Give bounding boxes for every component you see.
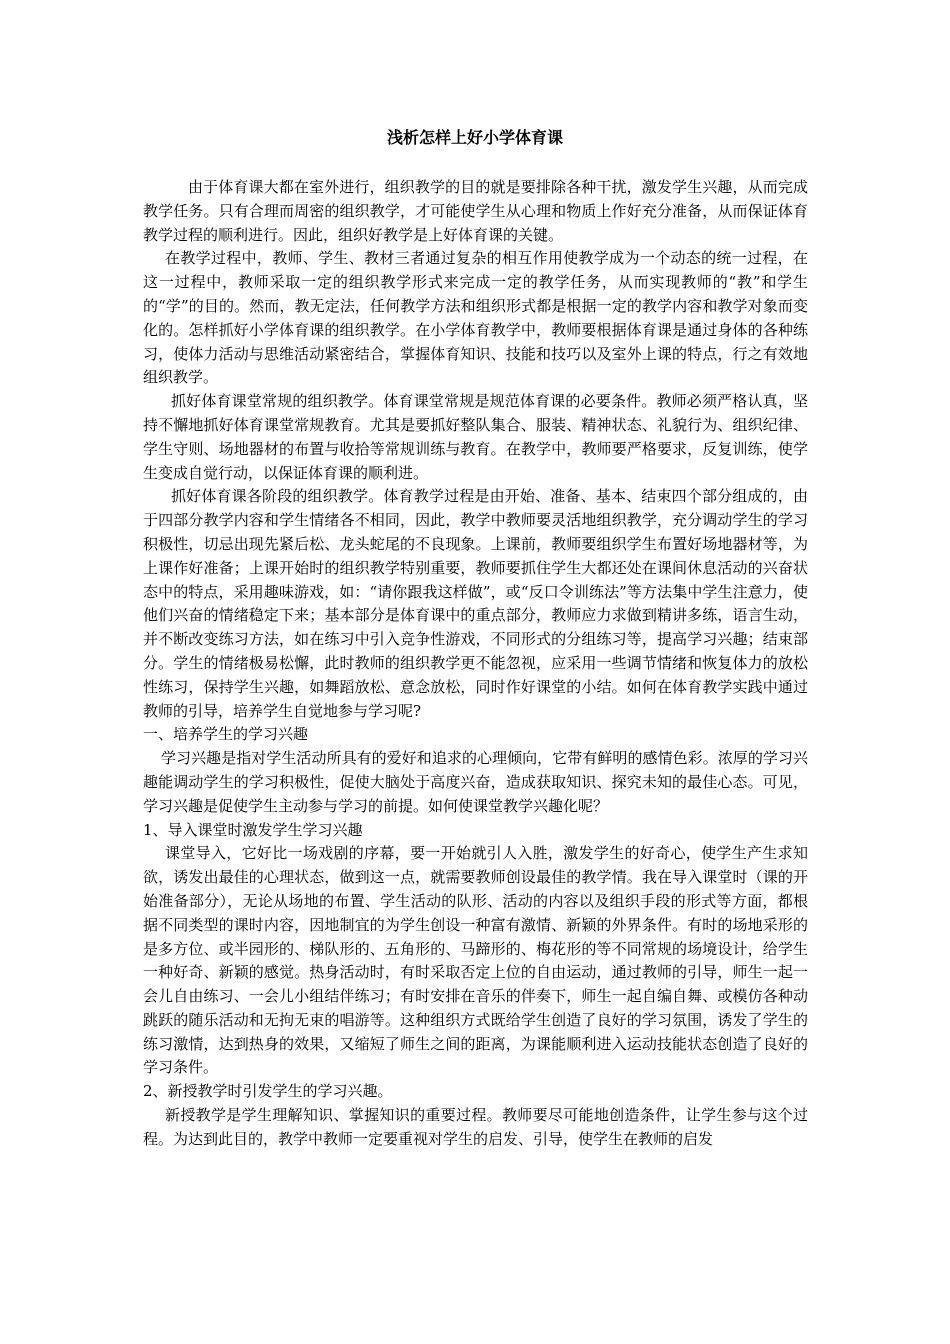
paragraph-classroom-routine: 抓好体育课堂常规的组织教学。体育课堂常规是规范体育课的必要条件。教师必须严格认真，坚持不懈地抓好体育课堂常规教育。尤其是要抓好整队集合、服装、精神状态、礼貌行为、组织纪律、学生守则、场地器材的布置与收拾等常规训练与教育。在教学中，教师要严格要求，反复训练，使学生变成自觉行动，以保证体育课的顺利进。 (143, 392, 808, 482)
paragraph-teaching-process: 在教学过程中，教师、学生、教材三者通过复杂的相互作用使教学成为一个动态的统一过程，在这一过程中，教师采取一定的组织教学形式来完成一定的教学任务，从而实现教师的“教”和学生的“学”的目的。然而，教无定法，任何教学方法和组织形式都是根据一定的教学内容和教学对象而变化的。怎样抓好小学体育课的组织教学。在小学体育教学中，教师要根据体育课是通过身体的各种练习，使体力活动与思维活动紧密结合，掌握体育知识、技能和技巧以及室外上课的特点，行之有效地组织教学。 (143, 249, 808, 387)
subheading-lesson-introduction: 1、导入课堂时激发学生学习兴趣 (143, 820, 363, 839)
paragraph-lesson-stages: 抓好体育课各阶段的组织教学。体育教学过程是由开始、准备、基本、结束四个部分组成的，由于四部分教学内容和学生情绪各不相同，因此，教学中教师要灵活地组织教学，充分调动学生的学习积极性，切忌出现先紧后松、龙头蛇尾的不良现象。上课前，教师要组织学生布置好场地器材等，为上课作好准备；上课开始时的组织教学特别重要，教师要抓住学生大都还处在课间休息活动的兴奋状态中的特点，采用趣味游戏，如：“请你跟我这样做”，或“反口令训练法”等方法集中学生注意力，使他们兴奋的情绪稳定下来；基本部分是体育课中的重点部分，教师应力求做到精讲多练，语言生动，并不断改变练习方法，如在练习中引入竞争性游戏，不同形式的分组练习等，提高学习兴趣；结束部分。学生的情绪极易松懈，此时教师的组织教学更不能忽视，应采用一些调节情绪和恢复体力的放松性练习，保持学生兴趣，如舞蹈放松、意念放松，同时作好课堂的小结。如何在体育教学实践中通过教师的引导，培养学生自觉地参与学习呢? (143, 487, 808, 720)
paragraph-intro: 由于体育课大都在室外进行，组织教学的目的就是要排除各种干扰，激发学生兴趣，从而完成教学任务。只有合理而周密的组织教学，才可能使学生从心理和物质上作好充分准备，从而保证体育教学过程的顺利进行。因此，组织好教学是上好体育课的关键。 (143, 178, 808, 244)
document-body (143, 176, 808, 1152)
paragraph-new-teaching: 新授教学是学生理解知识、掌握知识的重要过程。教师要尽可能地创造条件，让学生参与这个过程。为达到此目的，教学中教师一定要重视对学生的启发、引导，使学生在教师的启发 (143, 1106, 808, 1148)
subheading-new-teaching: 2、新授教学时引发学生的学习兴趣。 (143, 1082, 393, 1101)
document-title: 浅析怎样上好小学体育课 (386, 128, 563, 147)
section-heading-interest: 一、培养学生的学习兴趣 (143, 725, 309, 744)
paragraph-learning-interest: 学习兴趣是指对学生活动所具有的爱好和追求的心理倾向，它带有鲜明的感情色彩。浓厚的学习兴趣能调动学生的学习积极性，促使大脑处于高度兴奋，造成获取知识、探究未知的最佳心态。可见，学习兴趣是促使学生主动参与学习的前提。如何使课堂教学兴趣化呢？ (143, 749, 808, 815)
paragraph-lesson-introduction: 课堂导入，它好比一场戏剧的序幕，要一开始就引人入胜，激发学生的好奇心，使学生产生求知欲，诱发出最佳的心理状态，做到这一点，就需要教师创设最佳的教学情。我在导入课堂时（课的开始准备部分），无论从场地的布置、学生活动的队形、活动的内容以及组织手段的形式等方面，都根据不同类型的课时内容，因地制宜的为学生创设一种富有激情、新颖的外界条件。有时的场地采形的是多方位、或半园形的、梯队形的、五角形的、马蹄形的、梅花形的等不同常规的场境设计，给学生一种好奇、新颖的感觉。热身活动时，有时采取否定上位的自由运动，通过教师的引导，师生一起一会儿自由练习、一会儿小组结伴练习；有时安排在音乐的伴奏下，师生一起自编自舞、或模仿各种动跳跃的随乐活动和无拘无束的唱游等。这种组织方式既给学生创造了良好的学习氛围，诱发了学生的练习激情，达到热身的效果，又缩短了师生之间的距离，为课能顺利进入运动技能状态创造了良好的学习条件。 (143, 844, 808, 1077)
